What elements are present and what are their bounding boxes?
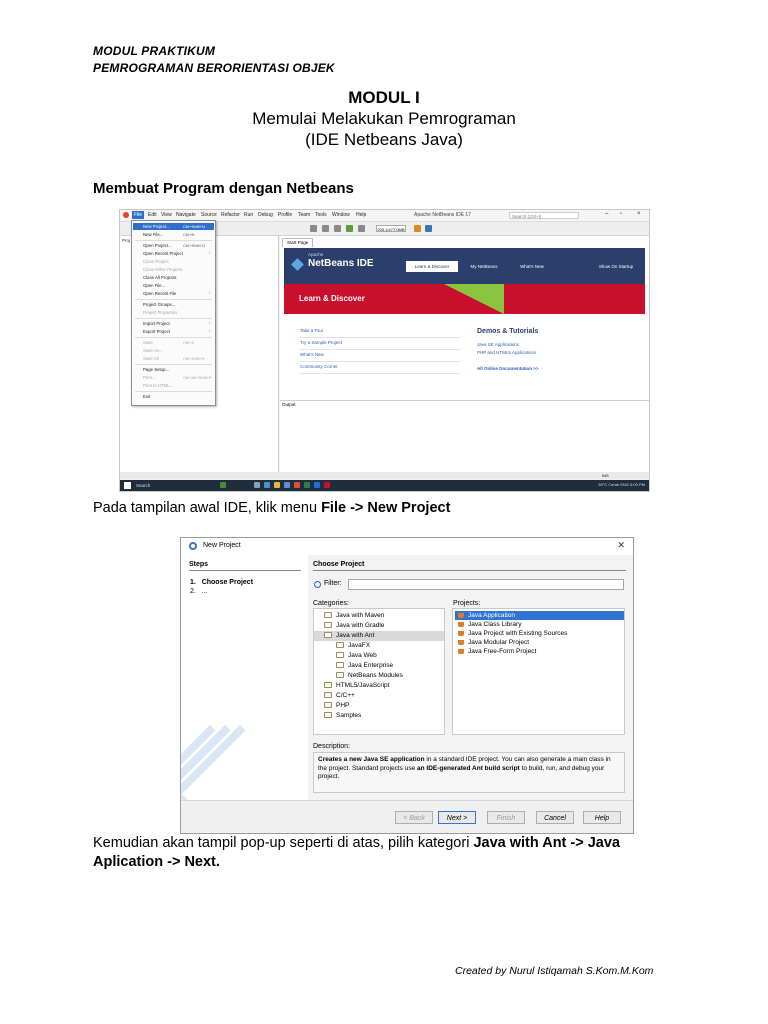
- desc-bold-2: an IDE-generated Ant build script: [417, 764, 520, 772]
- project-label: Java Application: [468, 612, 515, 619]
- help-button[interactable]: Help: [583, 811, 621, 824]
- menu-run[interactable]: Run: [244, 212, 254, 218]
- instruction-1-text: Pada tampilan awal IDE, klik menu: [93, 500, 322, 516]
- menu-team[interactable]: Team: [298, 212, 311, 218]
- submenu-arrow-icon: ›: [209, 320, 211, 325]
- instruction-2: [93, 834, 676, 872]
- menu-item-new-project[interactable]: New Project...: [133, 223, 214, 230]
- apache-label: Apache: [308, 252, 324, 257]
- menu-refactor[interactable]: Refactor: [221, 212, 240, 218]
- folder-icon: [324, 692, 332, 698]
- link-sample-project[interactable]: Try a Sample Project: [300, 338, 460, 350]
- choose-divider: [313, 570, 626, 571]
- edge-icon[interactable]: [264, 482, 270, 488]
- folder-open-icon: [324, 632, 332, 638]
- steps-heading: Steps: [189, 561, 209, 568]
- project-label: Java Free-Form Project: [468, 648, 537, 655]
- menu-item-import-project[interactable]: Import Project: [143, 321, 170, 326]
- shortcut-new-project: Ctrl+Shift+N: [183, 224, 205, 229]
- hammer-icon[interactable]: [322, 225, 329, 232]
- java-cup-icon: [458, 631, 464, 636]
- description-label: Description:: [313, 743, 350, 750]
- module-subtitle-2: (IDE Netbeans Java): [305, 130, 463, 149]
- category-html5-js[interactable]: [324, 681, 389, 691]
- menu-item-print-html[interactable]: Print to HTML...: [143, 383, 174, 388]
- menu-item-close-all[interactable]: Close All Projects: [143, 275, 177, 280]
- decorative-chevrons: [181, 705, 308, 800]
- dialog-footer: [181, 800, 633, 834]
- folder-icon: [336, 662, 344, 668]
- menu-file[interactable]: File: [134, 212, 143, 218]
- menu-source[interactable]: Source: [201, 212, 217, 218]
- ide-screenshot: [119, 209, 650, 492]
- project-java-modular[interactable]: [455, 638, 624, 647]
- memory-indicator[interactable]: 203.1/477.0MB: [377, 227, 405, 232]
- menu-item-open-recent-project[interactable]: Open Recent Project: [143, 251, 183, 256]
- module-title: MODUL I: [348, 88, 420, 107]
- menu-item-project-properties[interactable]: Project Properties: [143, 310, 178, 315]
- close-icon[interactable]: ×: [637, 211, 641, 217]
- steps-divider: [189, 570, 301, 571]
- folder-icon: [336, 642, 344, 648]
- chrome-icon[interactable]: [294, 482, 300, 488]
- netbeans-logo-icon: [123, 212, 129, 218]
- folder-icon: [324, 712, 332, 718]
- project-free-form[interactable]: [455, 647, 624, 656]
- desc-bold-1: Creates a new Java SE application: [318, 756, 425, 763]
- finish-button[interactable]: Finish: [487, 811, 525, 824]
- shortcut-open-project: Ctrl+Shift+O: [183, 243, 206, 248]
- step-2-label: ...: [201, 588, 208, 595]
- folder-icon: [336, 672, 344, 678]
- project-java-application[interactable]: [455, 611, 624, 620]
- projects-tab[interactable]: Proj: [122, 238, 131, 243]
- project-existing-sources[interactable]: [455, 629, 624, 638]
- menu-item-save[interactable]: Save: [143, 340, 153, 345]
- tab-whats-new[interactable]: What's New: [520, 264, 544, 269]
- menu-item-save-all[interactable]: Save All: [143, 356, 159, 361]
- section-heading: Membuat Program dengan Netbeans: [93, 180, 354, 197]
- author-footer: Created by Nurul Istiqamah S.Kom.M.Kom: [455, 965, 654, 977]
- choose-project-heading: Choose Project: [313, 561, 365, 568]
- category-label: Java with Gradle: [336, 622, 385, 629]
- run-config-icon[interactable]: [310, 225, 317, 232]
- menu-separator: [135, 364, 212, 365]
- start-page-tab[interactable]: Start Page: [282, 238, 313, 247]
- projects-label: Projects:: [453, 600, 481, 607]
- netbeans-header: [284, 248, 645, 284]
- debug-icon[interactable]: [358, 225, 365, 232]
- instruction-2-bold-2: Aplication -> Next.: [93, 854, 220, 870]
- link-community[interactable]: Community Corner: [300, 362, 460, 374]
- category-label: Java with Maven: [336, 612, 385, 619]
- project-java-class-library[interactable]: [455, 620, 624, 629]
- cancel-button[interactable]: Cancel: [536, 811, 574, 824]
- menu-item-open-recent-file[interactable]: Open Recent File: [143, 291, 177, 296]
- category-php[interactable]: [324, 701, 349, 711]
- link-java-se[interactable]: Java SE Applications: [477, 342, 520, 347]
- menu-separator: [135, 240, 212, 241]
- folder-icon: [324, 612, 332, 618]
- learn-links: [300, 326, 460, 374]
- menu-separator: [135, 337, 212, 338]
- windows-start-icon[interactable]: [124, 482, 131, 489]
- instruction-2-bold-1: Java with Ant -> Java: [473, 835, 620, 851]
- shortcut-save-all: Ctrl+Shift+S: [183, 356, 205, 361]
- menu-item-save-as[interactable]: Save As...: [143, 348, 163, 353]
- word-icon[interactable]: [314, 482, 320, 488]
- submenu-arrow-icon: ›: [209, 250, 211, 255]
- instruction-1-bold: File -> New Project: [321, 500, 451, 516]
- menu-item-close-project[interactable]: Close Project: [143, 259, 169, 264]
- weather-icon[interactable]: [220, 482, 226, 488]
- menu-separator: [135, 299, 212, 300]
- category-samples[interactable]: [324, 711, 361, 721]
- category-label: Samples: [336, 712, 362, 719]
- filter-input[interactable]: [348, 579, 624, 590]
- dialog-titlebar: [181, 538, 633, 555]
- run-icon[interactable]: [346, 225, 353, 232]
- shortcut-print: Ctrl+Alt+Shift+P: [183, 375, 212, 380]
- menu-separator: [135, 318, 212, 319]
- new-project-dialog: [180, 537, 634, 834]
- menu-help[interactable]: Help: [356, 212, 367, 218]
- category-netbeans-modules[interactable]: [336, 671, 403, 681]
- file-explorer-icon[interactable]: [274, 482, 280, 488]
- project-label: Java Project with Existing Sources: [468, 630, 568, 637]
- dialog-title: New Project: [203, 542, 241, 549]
- ide-search-input[interactable]: Search (Ctrl+I): [509, 212, 579, 219]
- category-label: PHP: [336, 702, 350, 709]
- java-cup-icon: [458, 640, 464, 645]
- step-1-number: 1.: [190, 579, 196, 586]
- menu-item-new-file[interactable]: New File...: [143, 232, 164, 237]
- taskbar-search[interactable]: Search: [136, 483, 151, 488]
- category-label: Java Web: [348, 652, 377, 659]
- demos-heading: Demos & Tutorials: [477, 328, 539, 335]
- shortcut-new-file: Ctrl+N: [183, 232, 195, 237]
- category-java-ant[interactable]: [314, 631, 445, 641]
- store-icon[interactable]: [284, 482, 290, 488]
- step-1-label: Choose Project: [201, 579, 254, 586]
- category-c-cpp[interactable]: [324, 691, 355, 701]
- category-java-gradle[interactable]: [324, 621, 384, 631]
- menu-item-export-project[interactable]: Export Project: [143, 329, 170, 334]
- link-whats-new[interactable]: What's New: [300, 350, 460, 362]
- menu-edit[interactable]: Edit: [148, 212, 157, 218]
- java-cup-icon: [458, 622, 464, 627]
- header-course: MODUL PRAKTIKUM: [93, 44, 216, 58]
- learn-discover-banner: [284, 284, 645, 314]
- menu-window[interactable]: Window: [332, 212, 350, 218]
- category-java-enterprise[interactable]: [336, 661, 393, 671]
- next-button[interactable]: Next >: [438, 811, 476, 824]
- output-tab[interactable]: Output: [282, 402, 296, 407]
- windows-taskbar: [120, 480, 649, 491]
- category-label: HTML5/JavaScript: [336, 682, 390, 689]
- filter-label: Filter:: [324, 580, 342, 587]
- instruction-1: [93, 500, 450, 516]
- category-label: NetBeans Modules: [348, 672, 403, 679]
- category-java-web[interactable]: [336, 651, 377, 661]
- folder-icon: [336, 652, 344, 658]
- menu-tools[interactable]: Tools: [315, 212, 327, 218]
- header-subject: PEMROGRAMAN BERORIENTASI OBJEK: [93, 61, 335, 75]
- link-take-tour[interactable]: Take a Tour: [300, 326, 460, 338]
- java-cup-icon: [458, 613, 464, 618]
- project-label: Java Class Library: [468, 621, 522, 628]
- menu-item-open-file[interactable]: Open File...: [143, 283, 166, 288]
- dialog-body: [181, 555, 633, 800]
- menu-item-print[interactable]: Print...: [143, 375, 156, 380]
- menu-item-page-setup[interactable]: Page Setup...: [143, 367, 170, 372]
- menu-view[interactable]: View: [161, 212, 172, 218]
- menu-separator: [135, 391, 212, 392]
- minimize-icon[interactable]: –: [605, 211, 609, 217]
- show-on-startup-checkbox[interactable]: Show On Startup: [598, 264, 634, 269]
- maximize-icon[interactable]: ▫: [620, 211, 623, 217]
- categories-tree: [313, 608, 445, 735]
- link-all-docs[interactable]: All Online Documentation >>: [477, 366, 539, 371]
- menu-debug[interactable]: Debug: [258, 212, 273, 218]
- instruction-2-text: Kemudian akan tampil pop-up seperti di atas, pilih kategori: [93, 835, 474, 851]
- status-bar: [120, 472, 649, 479]
- module-subtitle: Memulai Melakukan Pemrograman: [252, 109, 516, 128]
- task-view-icon[interactable]: [254, 482, 260, 488]
- description-box: [313, 752, 625, 793]
- ins-indicator: INS: [602, 473, 609, 478]
- whatsapp-icon[interactable]: [304, 482, 310, 488]
- menu-item-open-project[interactable]: Open Project...: [143, 243, 172, 248]
- banner-title: Learn & Discover: [299, 294, 365, 303]
- netbeans-dialog-icon: [189, 542, 197, 550]
- category-label: Java Enterprise: [348, 662, 394, 669]
- projects-list: [452, 608, 625, 735]
- folder-icon: [324, 702, 332, 708]
- gc-icon[interactable]: [414, 225, 421, 232]
- file-menu-dropdown: [131, 220, 216, 406]
- netbeans-brand: NetBeans IDE: [308, 258, 374, 269]
- netbeans-task-icon[interactable]: [324, 482, 330, 488]
- category-java-maven[interactable]: [324, 611, 384, 621]
- submenu-arrow-icon: ›: [209, 290, 211, 295]
- folder-icon: [324, 682, 332, 688]
- window-title: Apache NetBeans IDE 17: [414, 212, 471, 218]
- project-label: Java Modular Project: [468, 639, 530, 646]
- netbeans-cube-icon: [291, 258, 304, 271]
- banner-accent: [444, 284, 504, 314]
- categories-label: Categories:: [313, 600, 349, 607]
- desc-text-2: to build, run, and debug your project.: [318, 764, 605, 780]
- submenu-arrow-icon: ›: [209, 328, 211, 333]
- menu-profile[interactable]: Profile: [278, 212, 293, 218]
- steps-panel: [181, 555, 308, 800]
- start-page: [280, 236, 649, 400]
- menu-item-project-groups[interactable]: Project Groups...: [143, 302, 176, 307]
- system-tray: 35°C Cerah ENG 5:00 PM: [598, 482, 645, 487]
- profile-icon[interactable]: [425, 225, 432, 232]
- back-button[interactable]: < Back: [395, 811, 433, 824]
- step-1: [190, 579, 253, 586]
- menu-item-close-other[interactable]: Close Other Projects: [143, 267, 183, 272]
- category-label: C/C++: [336, 692, 355, 699]
- link-php-html5[interactable]: PHP and HTML5 Applications: [477, 350, 537, 355]
- java-cup-icon: [458, 649, 464, 654]
- tab-my-netbeans[interactable]: My NetBeans: [470, 264, 498, 269]
- step-2: [190, 588, 208, 595]
- clean-build-icon[interactable]: [334, 225, 341, 232]
- close-icon[interactable]: ✕: [617, 540, 625, 550]
- menu-navigate[interactable]: Navigate: [176, 212, 196, 218]
- category-label: Java with Ant: [336, 632, 375, 639]
- step-2-number: 2.: [190, 588, 196, 595]
- shortcut-save: Ctrl+S: [183, 340, 195, 345]
- folder-icon: [324, 622, 332, 628]
- output-pane: [280, 400, 649, 473]
- tab-learn-discover[interactable]: Learn & Discover: [406, 261, 458, 272]
- category-label: JavaFX: [348, 642, 371, 649]
- search-icon: [314, 581, 321, 588]
- menu-item-exit[interactable]: Exit: [143, 394, 151, 399]
- desc-text-1: in a standard IDE project. You can also generate a main class in the project. Standard projects use: [318, 756, 611, 772]
- category-javafx[interactable]: [336, 641, 370, 651]
